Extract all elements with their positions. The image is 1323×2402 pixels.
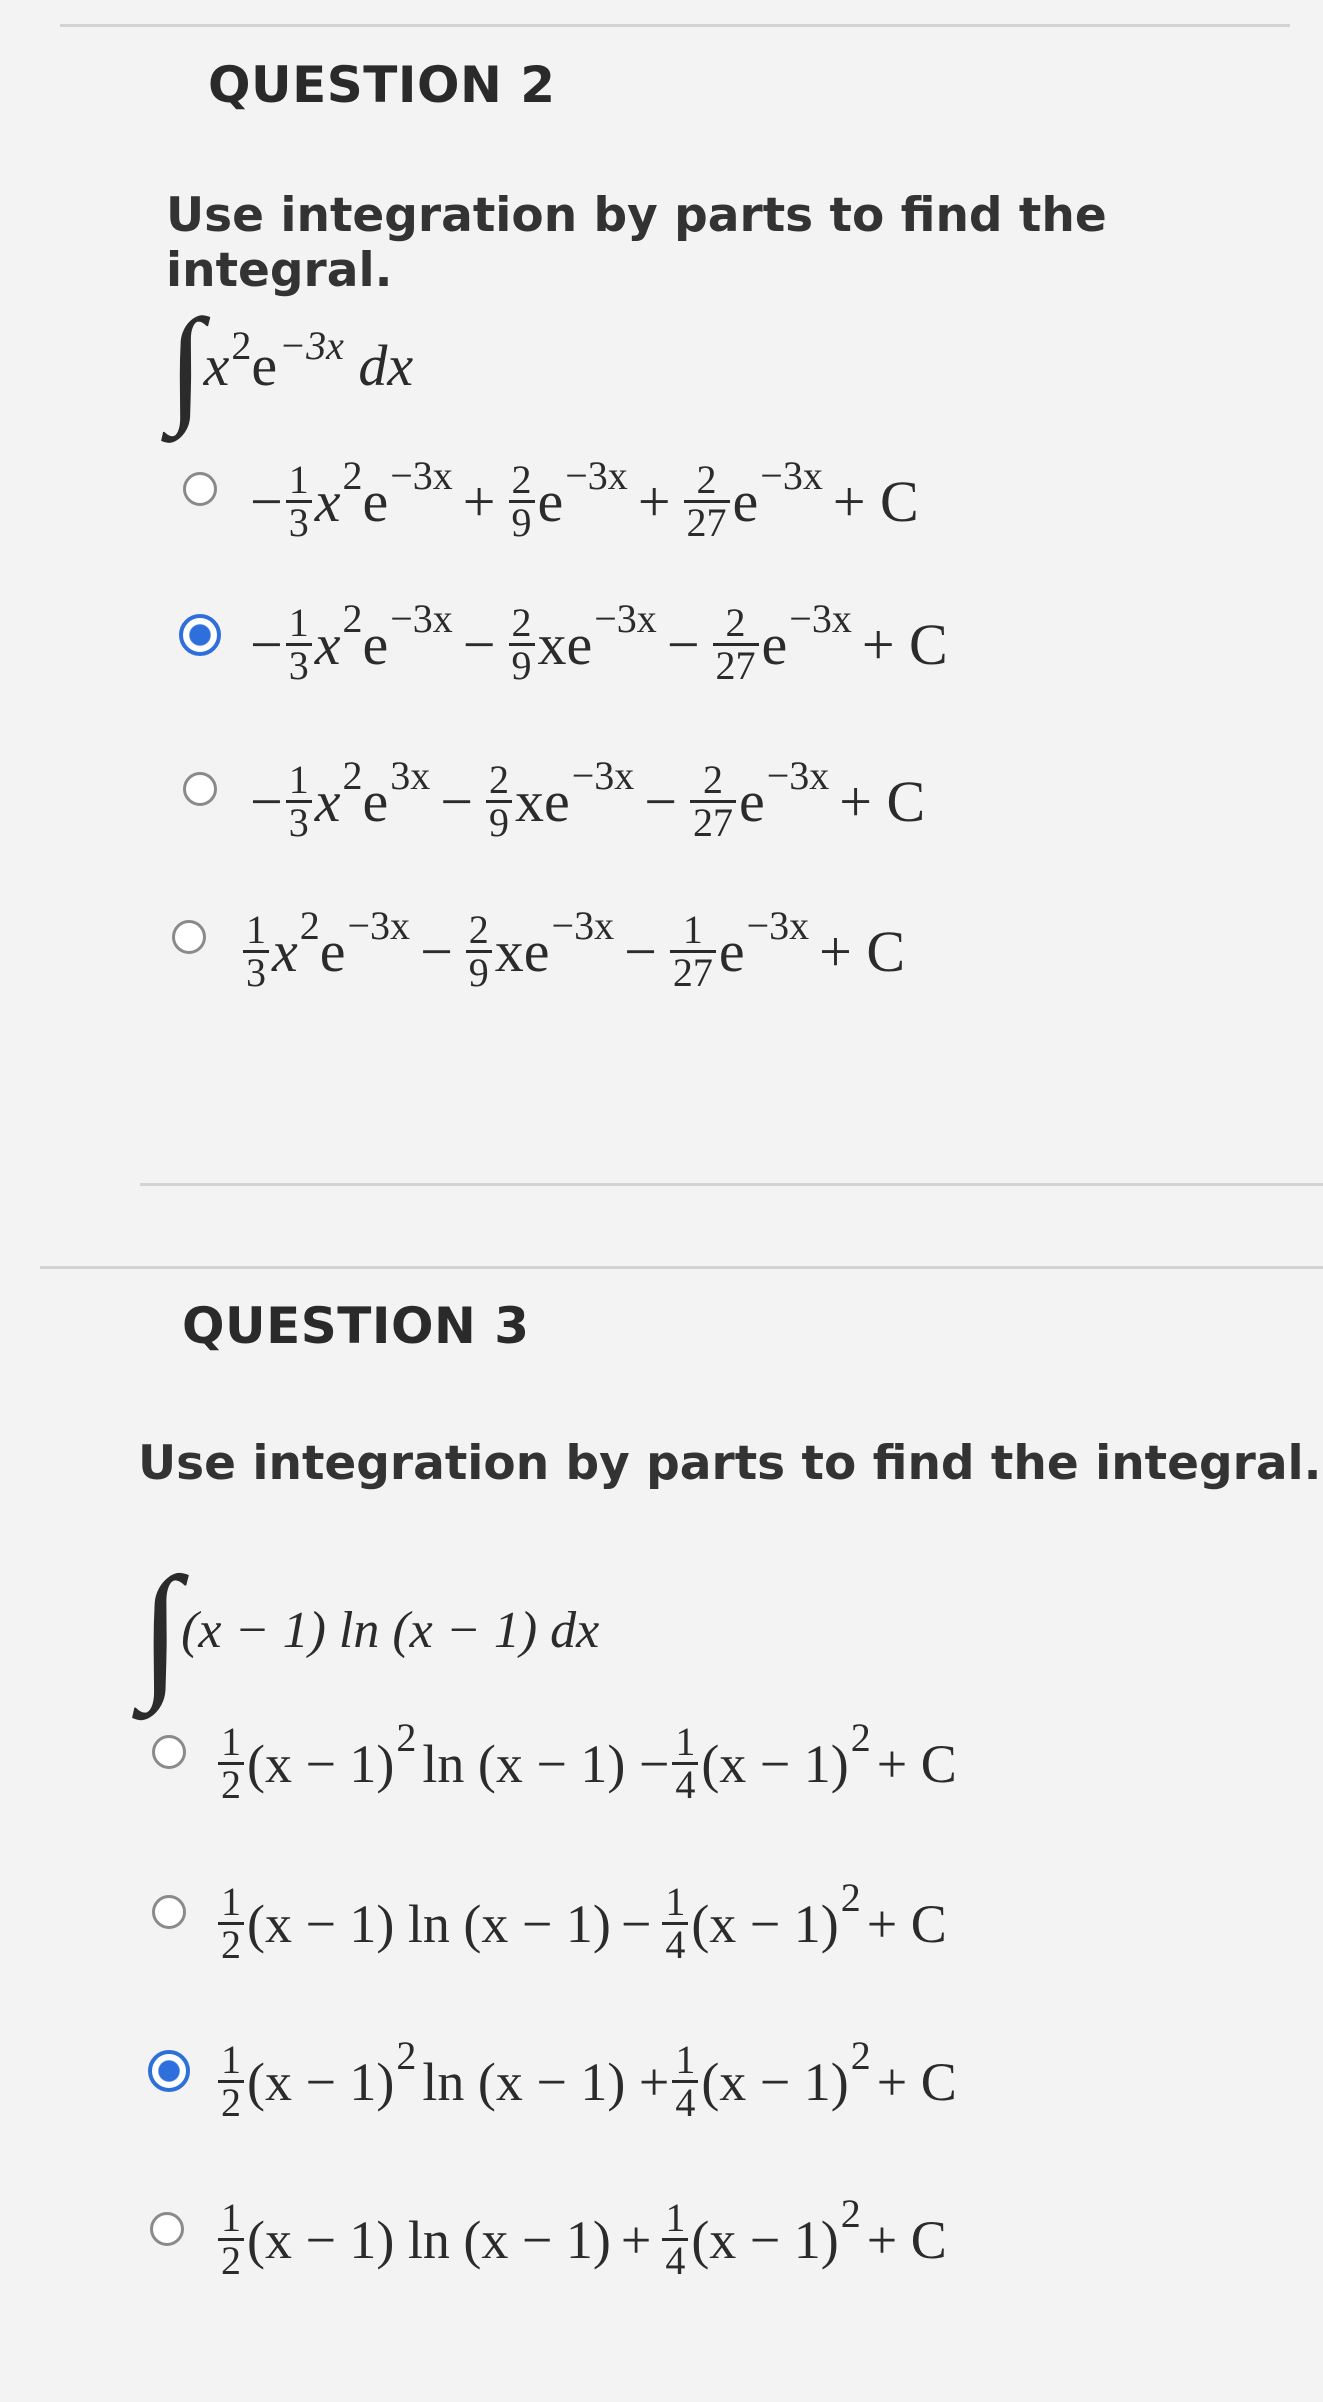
fraction: $\frac{2}{27}$	[690, 760, 736, 843]
q2-option-2-radio[interactable]	[179, 614, 221, 656]
section-divider	[140, 1183, 1323, 1186]
fraction: $\frac{1}{2}$	[218, 1722, 244, 1805]
fraction: $\frac{1}{4}$	[672, 2040, 698, 2123]
question-3-title: QUESTION 3	[182, 1297, 530, 1355]
q2-option-1-radio[interactable]	[183, 472, 217, 506]
fraction: $\frac{2}{9}$	[509, 460, 535, 543]
q2-option-4-radio[interactable]	[172, 920, 206, 954]
q3-option-3[interactable]: $\frac{1}{2}$ (x − 1) 2 ln (x − 1) + $\frac{1}{4}$ (x − 1) 2 + C	[215, 2040, 957, 2123]
fraction: $\frac{1}{4}$	[672, 1722, 698, 1805]
q3-option-1[interactable]: $\frac{1}{2}$ (x − 1) 2 ln (x − 1) − $\frac{1}{4}$ (x − 1) 2 + C	[215, 1722, 957, 1805]
fraction: $\frac{1}{4}$	[662, 2198, 688, 2281]
q2-option-2[interactable]: − $\frac{1}{3}$ x 2 e −3x − $\frac{2}{9}$ xe −3x − $\frac{2}{27}$ e −3x + C	[250, 596, 948, 688]
q2-option-3[interactable]: − $\frac{1}{3}$ x 2 e 3x − $\frac{2}{9}$ xe −3x − $\frac{2}{27}$ e −3x + C	[250, 753, 926, 845]
fraction: $\frac{1}{2}$	[218, 2198, 244, 2281]
question-3-prompt: Use integration by parts to find the integral.	[138, 1436, 1322, 1491]
fraction: $\frac{1}{2}$	[218, 1882, 244, 1965]
integral-sign-icon: ∫	[168, 293, 204, 437]
q3-option-3-radio[interactable]	[148, 2050, 190, 2092]
fraction: $\frac{2}{9}$	[486, 760, 512, 843]
fraction: $\frac{1}{2}$	[218, 2040, 244, 2123]
fraction: $\frac{2}{27}$	[713, 603, 759, 686]
fraction: $\frac{1}{27}$	[670, 910, 716, 993]
q2-option-1[interactable]: − $\frac{1}{3}$ x 2 e −3x + $\frac{2}{9}$ e −3x + $\frac{2}{27}$ e −3x + C	[250, 453, 919, 545]
section-divider	[40, 1266, 1323, 1269]
fraction: $\frac{1}{3}$	[243, 910, 269, 993]
q3-option-4-radio[interactable]	[150, 2212, 184, 2246]
top-divider	[60, 24, 1290, 27]
q2-option-3-radio[interactable]	[183, 772, 217, 806]
q3-option-1-radio[interactable]	[152, 1735, 186, 1769]
fraction: $\frac{1}{3}$	[286, 460, 312, 543]
fraction: $\frac{2}{9}$	[509, 603, 535, 686]
q3-option-2-radio[interactable]	[152, 1895, 186, 1929]
q2-option-4[interactable]: $\frac{1}{3}$ x 2 e −3x − $\frac{2}{9}$ xe −3x − $\frac{1}{27}$ e −3x + C	[240, 910, 915, 993]
question-2-integral: ∫ x2e−3x dx	[168, 293, 414, 437]
integral-sign-icon: ∫	[140, 1547, 182, 1713]
fraction: $\frac{1}{3}$	[286, 760, 312, 843]
q3-option-4[interactable]: $\frac{1}{2}$ (x − 1) ln (x − 1) + $\frac{1}{4}$ (x − 1) 2 + C	[215, 2198, 947, 2281]
fraction: $\frac{2}{9}$	[466, 910, 492, 993]
fraction: $\frac{1}{3}$	[286, 603, 312, 686]
question-3-integral: ∫ (x − 1) ln (x − 1) dx	[140, 1547, 600, 1713]
q3-option-2[interactable]: $\frac{1}{2}$ (x − 1) ln (x − 1) − $\frac{1}{4}$ (x − 1) 2 + C	[215, 1882, 947, 1965]
question-2-title: QUESTION 2	[208, 56, 556, 114]
question-2-prompt: Use integration by parts to find the integral.	[166, 188, 1107, 298]
fraction: $\frac{1}{4}$	[662, 1882, 688, 1965]
fraction: $\frac{2}{27}$	[684, 460, 730, 543]
